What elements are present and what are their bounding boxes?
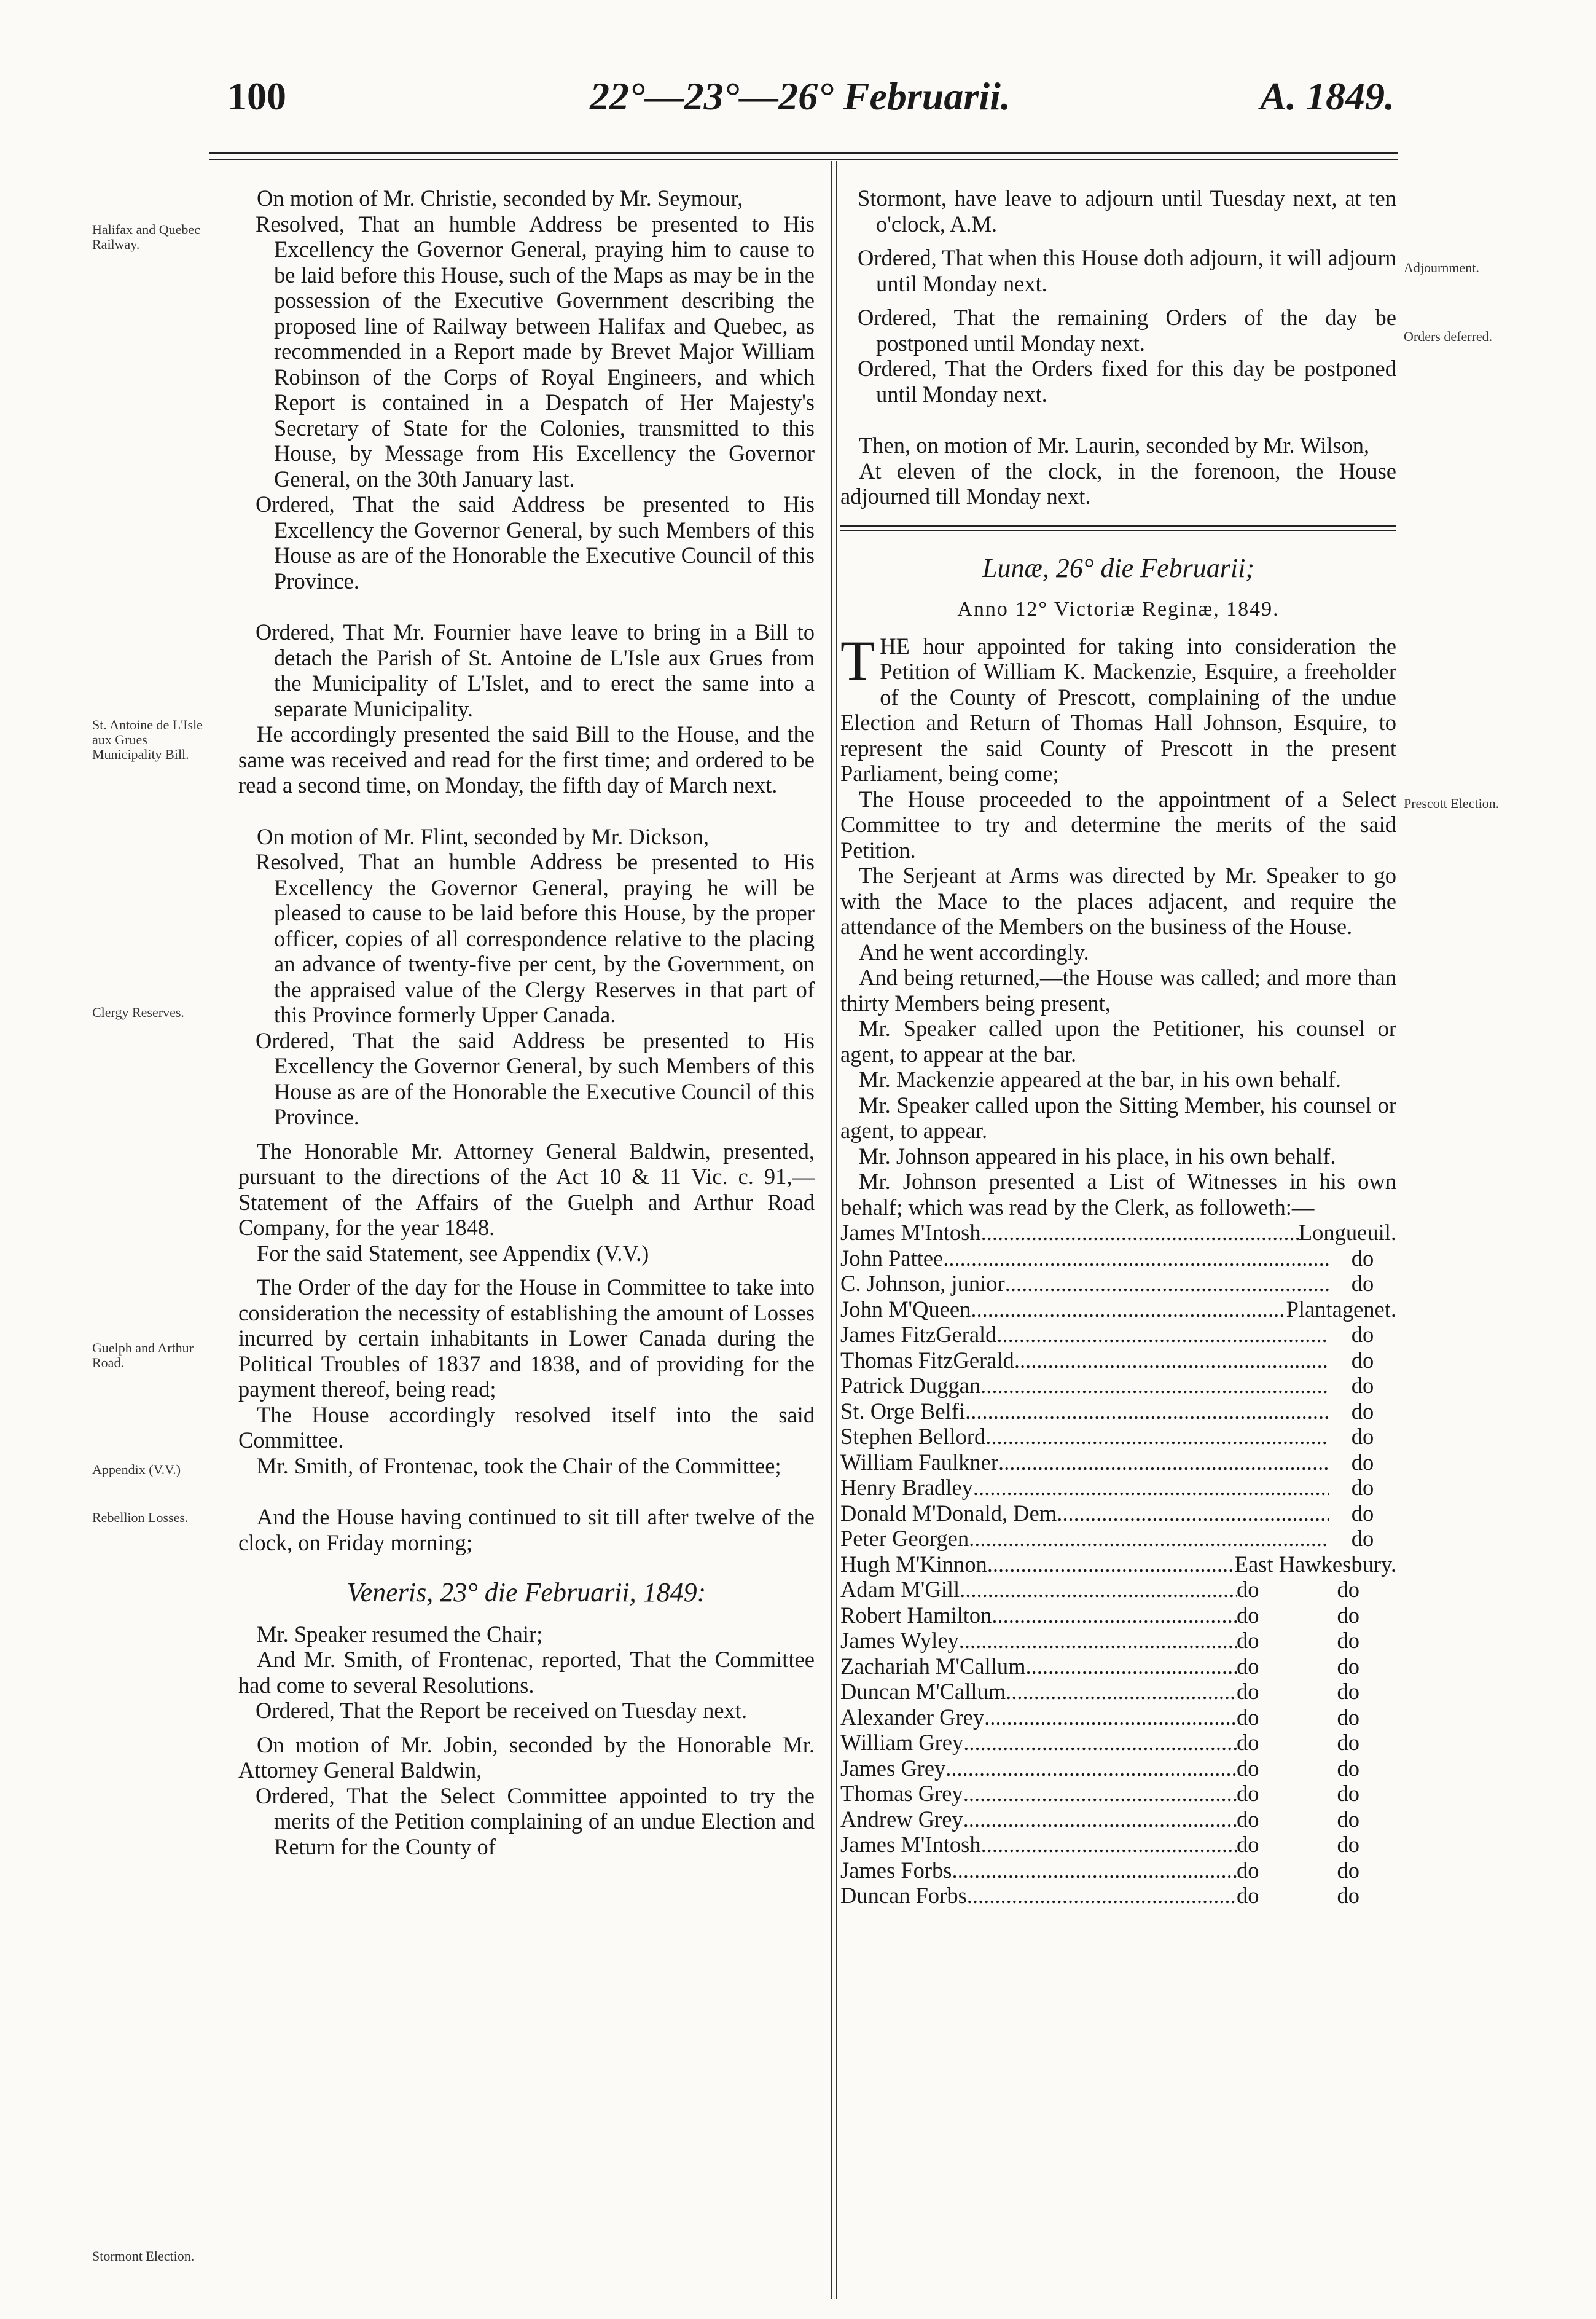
paragraph: On motion of Mr. Christie, seconded by Mr. Seymour, [257, 186, 743, 211]
paragraph: Ordered, That the remaining Orders of the day be postponed until Monday next. [858, 305, 1396, 356]
paragraph: For the said Statement, see Appendix (V.V.) [257, 1240, 649, 1266]
leader-dots [996, 1322, 1329, 1348]
witness-residence: do [1351, 1271, 1374, 1296]
paragraph: Ordered, That Mr. Fournier have leave to bring in a Bill to detach the Parish of St. Antoine de L'Isle aux Grues from the Municipality of L'Islet, and to erect the same into a separate Municipality. [256, 619, 815, 721]
leader-dots [1026, 1654, 1237, 1679]
witness-row [840, 1552, 1396, 1577]
witness-name: John Pattee [840, 1245, 944, 1271]
witness-row [840, 1399, 1396, 1424]
witness-row [840, 1603, 1396, 1628]
witness-residence-ditto: do [1237, 1628, 1259, 1653]
witness-row [840, 1373, 1396, 1399]
witness-name: James Grey [840, 1755, 946, 1781]
leader-dots [952, 1858, 1237, 1883]
right-column [840, 186, 1396, 1909]
witness-row [840, 1322, 1396, 1348]
leader-dots [971, 1297, 1286, 1322]
day-heading: Veneris, 23° die Februarii, 1849: [346, 1577, 706, 1607]
paragraph: Then, on motion of Mr. Laurin, seconded by Mr. Wilson, [859, 433, 1370, 458]
witness-residence-ditto: do [1237, 1730, 1259, 1755]
witness-name: Peter Georgen [840, 1526, 969, 1551]
witness-residence [1237, 1705, 1396, 1730]
witness-residence-ditto: do [1237, 1577, 1259, 1602]
witness-name: Adam M'Gill [840, 1577, 960, 1602]
paragraph: Mr. Speaker called upon the Sitting Member, his counsel or agent, to appear. [840, 1092, 1396, 1143]
witness-name: C. Johnson, junior [840, 1271, 1005, 1296]
witness-residence-ditto: do [1237, 1883, 1259, 1908]
witness-residence-ditto: do [1337, 1704, 1359, 1730]
paragraph: And he went accordingly. [859, 939, 1089, 965]
witness-name: Robert Hamilton [840, 1602, 992, 1628]
witness-residence [1237, 1654, 1396, 1679]
page-header [227, 74, 1395, 141]
leader-dots [973, 1475, 1329, 1501]
margin-note-rebellion: Rebellion Losses. [92, 1510, 189, 1525]
header-rule [209, 152, 1398, 154]
witness-name: Stephen Bellord [840, 1424, 986, 1449]
paragraph: At eleven of the clock, in the forenoon, the House adjourned till Monday next. [840, 458, 1396, 509]
witness-row [840, 1654, 1396, 1679]
leader-dots [967, 1883, 1237, 1909]
drop-cap: T [840, 629, 875, 692]
witness-row [840, 1756, 1396, 1781]
witness-row [840, 1858, 1396, 1883]
witness-residence-ditto: do [1337, 1628, 1359, 1653]
witness-residence-ditto: do [1237, 1755, 1259, 1781]
day-heading: Lunæ, 26° die Februarii; [982, 552, 1254, 583]
leader-dots [959, 1628, 1237, 1654]
leader-dots [998, 1450, 1329, 1475]
paragraph: Stormont, have leave to adjourn until Tuesday next, at ten o'clock, A.M. [858, 186, 1396, 237]
paragraph: Ordered, That the Orders fixed for this day be postponed until Monday next. [858, 356, 1396, 407]
witness-name: James Forbs [840, 1857, 952, 1883]
paragraph: Ordered, That the Select Committee appointed to try the merits of the Petition complaining of an undue Election and Return for the County of [256, 1783, 815, 1859]
leader-dots [1057, 1501, 1329, 1526]
paragraph-text: HE hour appointed for taking into consideration the Petition of William K. Mackenzie, Esquire, a freeholder of the County of Prescott, complaining of the undue Election and Return of Thomas Hall Johnson, Esquire, to represent the said County of Prescott in the present Parliament, being come; [840, 633, 1396, 786]
witness-name: James Wyley [840, 1628, 959, 1653]
leader-dots [960, 1577, 1237, 1603]
paragraph: Resolved, That an humble Address be presented to His Excellency the Governor General, praying him to cause to be laid before this House, such of the Maps as may be in the possession of the Executive Government describing the proposed line of Railway between Halifax and Quebec, as recommended in a Report made by Brevet Major William Robinson of the Corps of Royal Engineers, and which Report is contained in a Despatch of Her Majesty's Secretary of State for the Colonies, transmitted to this House, by Message from His Excellency the Governor General, on the 30th January last. [256, 211, 815, 492]
leader-dots [963, 1730, 1237, 1756]
leader-dots [985, 1424, 1329, 1450]
witness-row [840, 1297, 1396, 1322]
witness-name: Patrick Duggan [840, 1373, 981, 1398]
witness-residence-ditto: do [1337, 1730, 1359, 1755]
witness-residence: do [1351, 1449, 1374, 1475]
witness-row [840, 1475, 1396, 1501]
witness-row [840, 1832, 1396, 1858]
witness-residence-ditto: do [1337, 1653, 1359, 1679]
witness-row [840, 1577, 1396, 1603]
witness-residence [1237, 1858, 1396, 1883]
witness-residence: Longueuil. [1298, 1220, 1396, 1245]
section-rule [840, 525, 1396, 527]
paragraph: Mr. Smith, of Frontenac, took the Chair of the Committee; [257, 1453, 781, 1478]
margin-note-appendix: Appendix (V.V.) [92, 1462, 181, 1477]
witness-residence: do [1351, 1500, 1374, 1526]
paragraph: The Order of the day for the House in Committee to take into consideration the necessity of establishing the amount of Losses incurred by certain inhabitants in Lower Canada during the Political Troubles of 1837 and 1838, and of providing for the payment thereof, being read; [238, 1274, 815, 1402]
paragraph: Ordered, That when this House doth adjourn, it will adjourn until Monday next. [858, 245, 1396, 296]
witness-name: William Faulkner [840, 1449, 999, 1475]
margin-note-orders-deferred: Orders deferred. [1404, 329, 1493, 344]
margin-note-guelph: Guelph and Arthur Road. [92, 1340, 194, 1370]
paragraph: The House accordingly resolved itself into the said Committee. [238, 1402, 815, 1453]
paragraph: Mr. Johnson presented a List of Witnesses in his own behalf; which was read by the Clerk, as followeth:— [840, 1169, 1396, 1220]
witness-row [840, 1424, 1396, 1450]
witness-name: St. Orge Belfi [840, 1398, 966, 1424]
witness-residence [1237, 1832, 1396, 1858]
leader-dots [981, 1832, 1237, 1858]
witness-row [840, 1883, 1396, 1909]
paragraph: On motion of Mr. Jobin, seconded by the Honorable Mr. Attorney General Baldwin, [238, 1732, 815, 1783]
witness-residence: do [1351, 1475, 1374, 1500]
witness-residence-ditto: do [1237, 1806, 1259, 1832]
witness-residence-ditto: do [1237, 1781, 1259, 1806]
witness-name: Donald M'Donald, Dem [840, 1500, 1057, 1526]
margin-note-adjournment: Adjournment. [1404, 260, 1479, 275]
leader-dots [963, 1781, 1237, 1807]
margin-note-st-antoine: St. Antoine de L'Isle aux Grues Municipality Bill. [92, 717, 203, 762]
leader-dots [992, 1603, 1237, 1628]
witness-residence: do [1351, 1526, 1374, 1551]
witness-residence-ditto: do [1237, 1704, 1259, 1730]
witness-row [840, 1705, 1396, 1730]
witness-residence-ditto: do [1337, 1679, 1359, 1704]
witness-residence [1237, 1883, 1396, 1909]
witness-row [840, 1730, 1396, 1756]
paragraph: The House proceeded to the appointment of a Select Committee to try and determine the merits of the said Petition. [840, 786, 1396, 863]
witness-row [840, 1679, 1396, 1705]
witness-row [840, 1526, 1396, 1552]
page-date-heading: 22°—23°—26° Februarii. [590, 74, 1011, 118]
witness-residence-ditto: do [1337, 1806, 1359, 1832]
witness-residence-ditto: do [1337, 1832, 1359, 1857]
witness-name: Alexander Grey [840, 1704, 985, 1730]
witness-residence: do [1351, 1245, 1374, 1271]
paragraph: Resolved, That an humble Address be presented to His Excellency the Governor General, praying he will be pleased to cause to be laid before this House, by the proper officer, copies of all correspondence relative to the placing an advance of twenty-five per cent, by the Government, on the appraised value of the Clergy Reserves in that part of this Province formerly Upper Canada. [256, 849, 815, 1027]
witness-name: Andrew Grey [840, 1806, 963, 1832]
leader-dots [1014, 1348, 1329, 1373]
witness-residence-ditto: do [1237, 1653, 1259, 1679]
witness-residence-ditto: do [1237, 1679, 1259, 1704]
leader-dots [965, 1399, 1329, 1424]
witness-name: William Grey [840, 1730, 964, 1755]
witness-residence: do [1351, 1398, 1374, 1424]
witness-residence: do [1351, 1347, 1374, 1373]
witness-residence: East Hawkesbury. [1234, 1551, 1396, 1577]
witness-name: Hugh M'Kinnon [840, 1551, 987, 1577]
witness-residence [1237, 1603, 1396, 1628]
witness-name: Duncan M'Callum [840, 1679, 1006, 1704]
paragraph: On motion of Mr. Flint, seconded by Mr. Dickson, [257, 823, 710, 849]
left-column [238, 186, 815, 1859]
witness-residence [1237, 1756, 1396, 1781]
paragraph: Mr. Speaker called upon the Petitioner, his counsel or agent, to appear at the bar. [840, 1016, 1396, 1067]
witness-residence [1237, 1577, 1396, 1603]
witness-list [840, 1220, 1396, 1909]
witness-name: James M'Intosh [840, 1832, 981, 1857]
paragraph: Ordered, That the said Address be presented to His Excellency the Governor General, by such Members of this House as are of the Honorable the Executive Council of this Province. [256, 492, 815, 594]
witness-name: Duncan Forbs [840, 1883, 967, 1908]
paragraph: And being returned,—the House was called; and more than thirty Members being present, [840, 965, 1396, 1016]
witness-row [840, 1246, 1396, 1271]
paragraph: And Mr. Smith, of Frontenac, reported, That the Committee had come to several Resolutions. [238, 1647, 815, 1698]
witness-residence-ditto: do [1337, 1602, 1359, 1628]
paragraph: The Honorable Mr. Attorney General Baldwin, presented, pursuant to the directions of the Act 10 & 11 Vic. c. 91,—Statement of the Affairs of the Guelph and Arthur Road Company, for the year 1848. [238, 1138, 815, 1240]
leader-dots [981, 1220, 1299, 1246]
witness-residence: do [1351, 1373, 1374, 1398]
witness-residence-ditto: do [1237, 1857, 1259, 1883]
witness-row [840, 1807, 1396, 1832]
witness-row [840, 1501, 1396, 1526]
witness-name: Zachariah M'Callum [840, 1653, 1026, 1679]
witness-name: James FitzGerald [840, 1322, 997, 1347]
witness-row [840, 1450, 1396, 1475]
witness-residence [1237, 1628, 1396, 1654]
paragraph: The Serjeant at Arms was directed by Mr. Speaker to go with the Mace to the places adjacent, and require the attendance of the Members on the business of the House. [840, 863, 1396, 939]
section-rule-thin [840, 530, 1396, 531]
leader-dots [1005, 1271, 1329, 1297]
leader-dots [987, 1552, 1235, 1577]
paragraph: And the House having continued to sit till after twelve of the clock, on Friday morning; [238, 1504, 815, 1555]
paragraph: Ordered, That the said Address be presented to His Excellency the Governor General, by such Members of this House as are of the Honorable the Executive Council of this Province. [256, 1027, 815, 1129]
witness-residence [1237, 1781, 1396, 1807]
witness-name: John M'Queen [840, 1296, 971, 1322]
margin-note-prescott: Prescott Election. [1404, 796, 1500, 811]
witness-row [840, 1628, 1396, 1654]
paragraph: Mr. Johnson appeared in his place, in his own behalf. [859, 1143, 1336, 1169]
witness-name: Thomas FitzGerald [840, 1347, 1014, 1373]
witness-name: Thomas Grey [840, 1781, 963, 1806]
witness-residence-ditto: do [1337, 1857, 1359, 1883]
witness-residence-ditto: do [1237, 1602, 1259, 1628]
paragraph: He accordingly presented the said Bill to the House, and the same was received and read for the first time; and ordered to be read a second time, on Monday, the fifth day of March next. [238, 721, 815, 798]
leader-dots [1006, 1679, 1237, 1705]
regnal-year: Anno 12° Victoriæ Reginæ, 1849. [957, 598, 1280, 621]
leader-dots [980, 1373, 1329, 1399]
witness-residence: do [1351, 1424, 1374, 1449]
witness-residence [1237, 1807, 1396, 1832]
witness-residence [1237, 1730, 1396, 1756]
paragraph: Ordered, That the Report be received on Tuesday next. [256, 1698, 748, 1723]
witness-residence-ditto: do [1337, 1577, 1359, 1602]
margin-note-clergy: Clergy Reserves. [92, 1005, 184, 1020]
header-rule-thin [209, 159, 1398, 160]
column-divider [831, 161, 837, 2299]
margin-note-halifax: Halifax and Quebec Railway. [92, 222, 200, 252]
witness-residence-ditto: do [1337, 1781, 1359, 1806]
paragraph: Mr. Speaker resumed the Chair; [257, 1621, 543, 1647]
margin-note-stormont: Stormont Election. [92, 2248, 195, 2264]
witness-row [840, 1348, 1396, 1373]
witness-row [840, 1220, 1396, 1246]
leader-dots [943, 1246, 1329, 1271]
witness-residence-ditto: do [1337, 1883, 1359, 1908]
page-year: A. 1849. [1260, 74, 1395, 118]
page-number: 100 [227, 74, 286, 118]
witness-row [840, 1271, 1396, 1297]
witness-name: Henry Bradley [840, 1475, 973, 1500]
paragraph: Mr. Mackenzie appeared at the bar, in his own behalf. [859, 1067, 1342, 1092]
leader-dots [945, 1756, 1237, 1781]
leader-dots [963, 1807, 1237, 1832]
witness-row [840, 1781, 1396, 1807]
witness-name: James M'Intosh [840, 1220, 981, 1245]
witness-residence-ditto: do [1237, 1832, 1259, 1857]
witness-residence: do [1351, 1322, 1374, 1347]
leader-dots [969, 1526, 1329, 1552]
witness-residence [1237, 1679, 1396, 1705]
witness-residence-ditto: do [1337, 1755, 1359, 1781]
witness-residence: Plantagenet. [1286, 1296, 1396, 1322]
paragraph [840, 629, 1396, 787]
leader-dots [984, 1705, 1237, 1730]
